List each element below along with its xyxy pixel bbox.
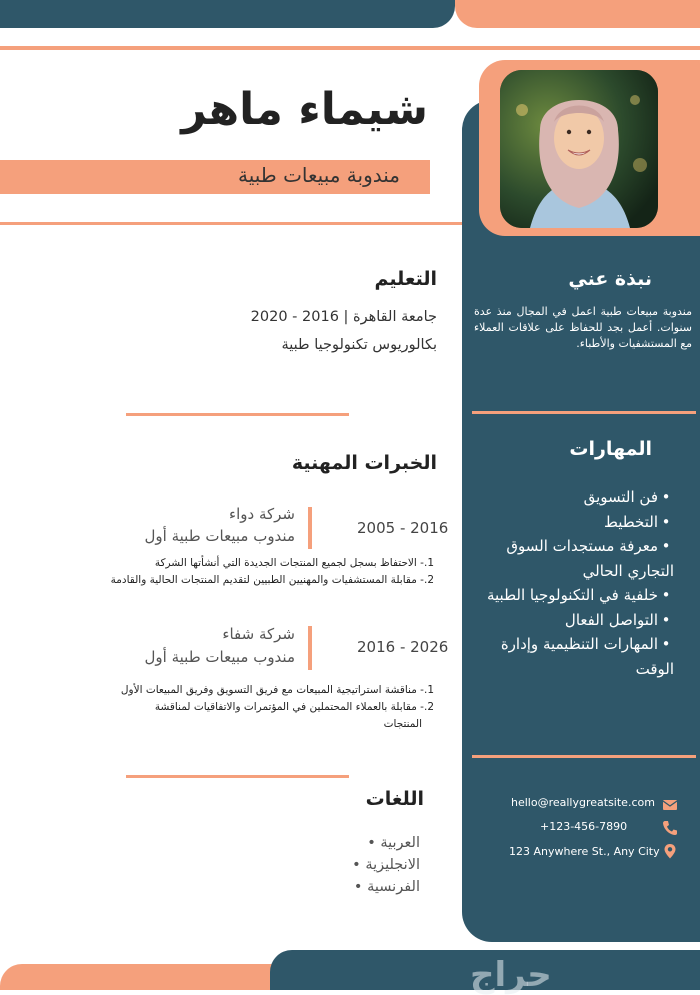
education-divider [126, 413, 349, 416]
education-degree: بكالوريوس تكنولوجيا طبية [281, 337, 437, 353]
phone-icon [662, 820, 678, 836]
job2-role: مندوب مبيعات طبية أول [144, 648, 295, 666]
job1-role: مندوب مبيعات طبية أول [144, 527, 295, 545]
top-dark-band [0, 0, 455, 28]
profile-photo [500, 70, 658, 228]
education-university: جامعة القاهرة | 2016 - 2020 [250, 309, 437, 325]
job-title: مندوبة مبيعات طبية [238, 163, 400, 187]
job1-duty-1: 1.- الاحتفاظ بسجل لجميع المنتجات الجديدة التي أنشأتها الشركة [154, 557, 434, 569]
about-divider [472, 411, 696, 414]
job1-company: شركة دواء [229, 505, 295, 523]
top-orange-band [455, 0, 700, 28]
job2-accent-bar [308, 626, 312, 670]
about-text: مندوبة مبيعات طبية اعمل في المجال منذ عدة سنوات. أعمل بجد للحفاظ على علاقات العملاء مع المستشفيات والأطباء. [474, 305, 692, 350]
mail-icon [662, 797, 678, 813]
skills-heading: المهارات [569, 438, 652, 460]
contact-email[interactable]: hello@reallygreatsite.com [511, 796, 655, 809]
watermark: حراج [470, 955, 552, 995]
location-pin-icon [662, 843, 678, 859]
job1-dates: 2005 - 2016 [357, 519, 449, 537]
language-item: العربية • [352, 832, 420, 854]
languages-list [352, 832, 420, 898]
top-divider [0, 46, 700, 50]
job2-company: شركة شفاء [222, 625, 295, 643]
job1-duty-2: 2.- مقابلة المستشفيات والمهنيين الطبيين لتقديم المنتجات الحالية والقادمة [110, 574, 434, 586]
candidate-name: شيماء ماهر [181, 84, 428, 135]
job2-duty-2: 2.- مقابلة بالعملاء المحتملين في المؤتمرات والاتفاقيات لمناقشة [154, 701, 434, 713]
skill-item: •خلفية في التكنولوجيا الطبية [486, 586, 671, 604]
languages-heading: اللغات [365, 788, 424, 810]
skill-item: •فن التسويق [583, 488, 671, 506]
header-divider [0, 222, 462, 225]
job1-accent-bar [308, 507, 312, 549]
skills-divider [472, 755, 696, 758]
skill-item: •التخطيط [603, 512, 671, 531]
contact-address: 123 Anywhere St., Any City [509, 845, 660, 858]
skill-item: •معرفة مستجدات السوق التجاري الحالي [506, 537, 674, 580]
bottom-orange-band [0, 964, 310, 990]
skill-item: •المهارات التنظيمية وإدارة الوقت [500, 635, 674, 678]
language-item: الانجليزية • [352, 854, 420, 876]
job2-duty-1: 1.- مناقشة استراتيجية المبيعات مع فريق التسويق وفريق المبيعات الأول [120, 684, 434, 696]
job2-duty-3: المنتجات [383, 718, 422, 730]
contact-phone[interactable]: +123-456-7890 [540, 820, 628, 833]
education-heading: التعليم [374, 268, 437, 290]
experience-divider [126, 775, 349, 778]
skills-list [478, 485, 674, 681]
skill-item: •التواصل الفعال [564, 610, 671, 629]
about-heading: نبذة عني [568, 268, 652, 290]
job2-dates: 2016 - 2026 [357, 638, 449, 656]
language-item: الفرنسية • [352, 876, 420, 898]
experience-heading: الخبرات المهنية [291, 452, 437, 474]
